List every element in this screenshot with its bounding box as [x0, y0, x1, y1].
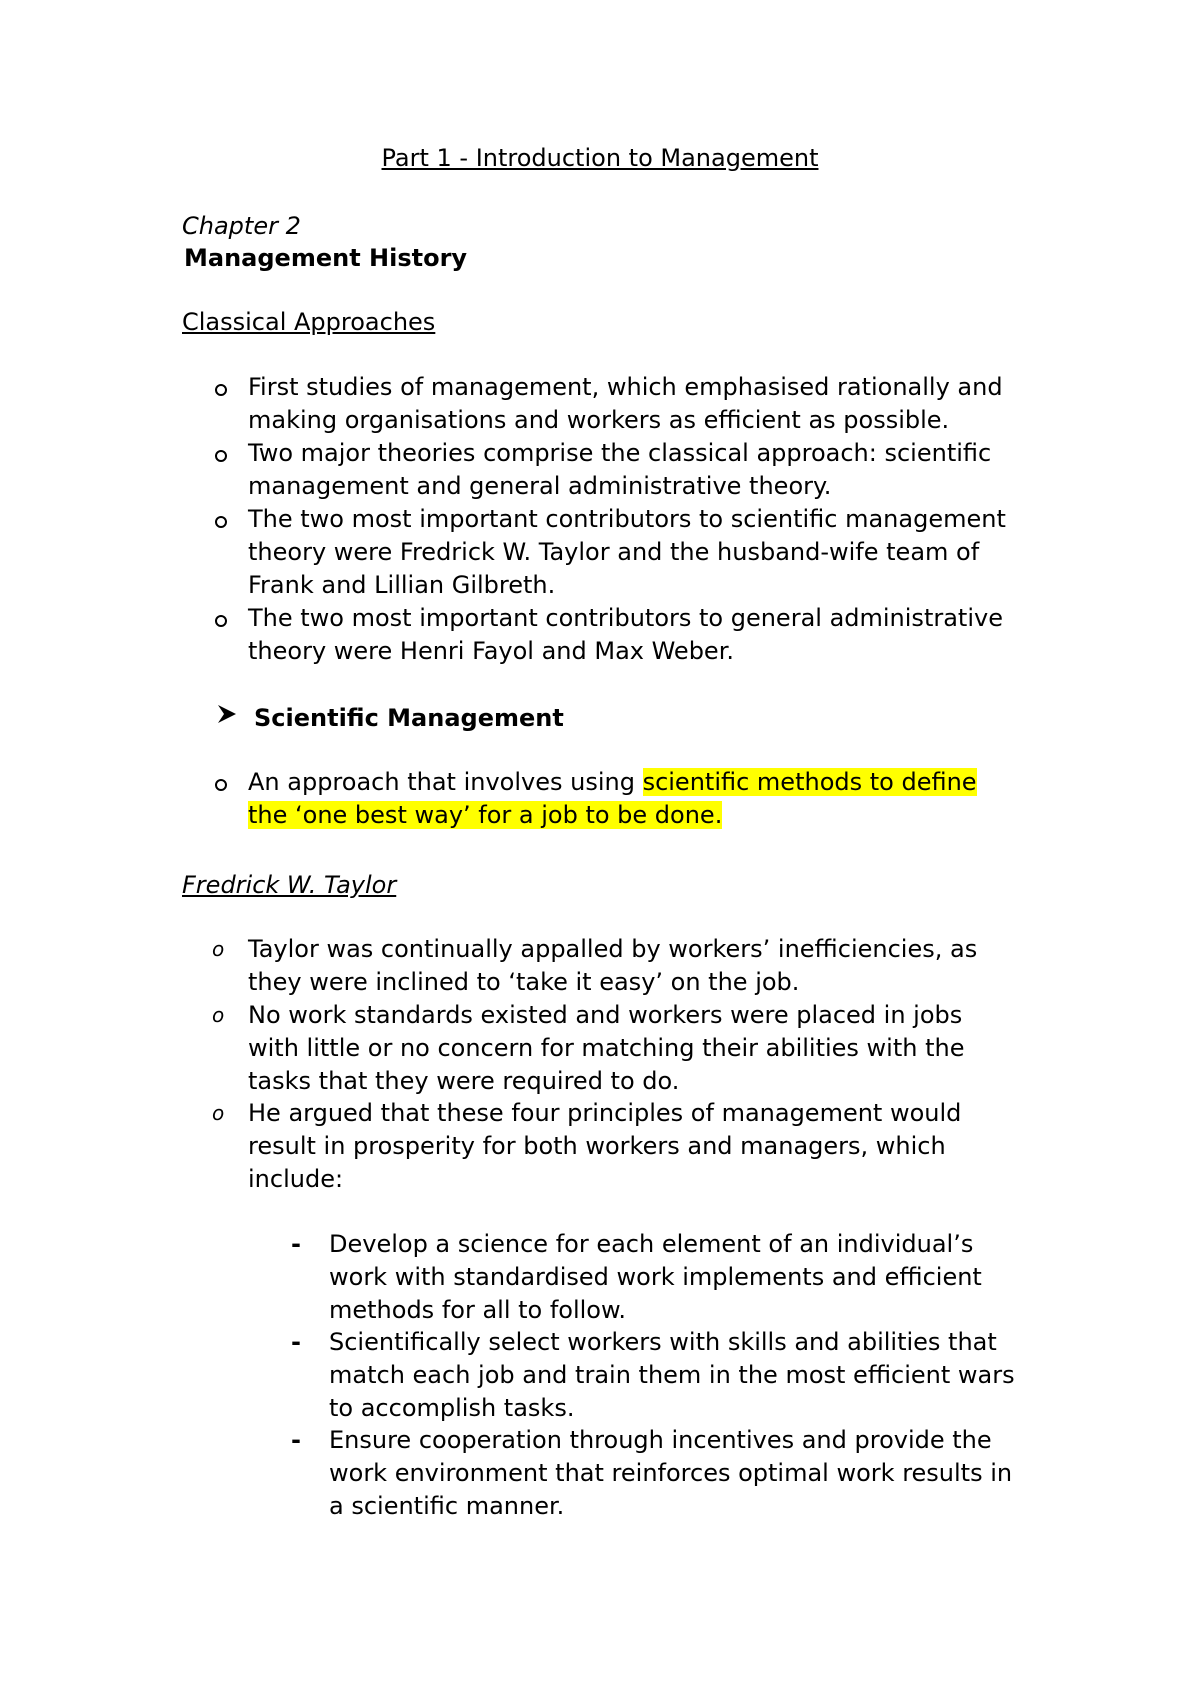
principles-list: [291, 1228, 1029, 1523]
bullet-text: He argued that these four principles of management would result in prosperity for both workers and managers, which include:: [248, 1099, 962, 1193]
list-item: [212, 933, 1008, 999]
part-title: Part 1 - Introduction to Management: [381, 144, 819, 172]
taylor-bullet-list: [212, 933, 1008, 1196]
bullet-text: Two major theories comprise the classical approach: scientific management and general administrative theory.: [248, 439, 992, 500]
bullet-text: An approach that involves using: [248, 768, 643, 796]
list-item: [291, 1326, 1029, 1424]
bullet-text: The two most important contributors to general administrative theory were Henri Fayol and Max Weber.: [248, 604, 1003, 665]
highlighted-text: scientific methods to define the ‘one best way’ for a job to be done.: [248, 768, 977, 829]
list-item: [212, 999, 1008, 1097]
circle-bullet-icon: [215, 450, 227, 462]
scientific-bullet-list: [248, 766, 1008, 832]
dash-bullet-icon: -: [291, 1328, 301, 1356]
list-item: [248, 766, 1008, 832]
taylor-heading: Fredrick W. Taylor: [182, 871, 397, 899]
circle-bullet-icon: [215, 779, 227, 791]
classical-bullet-list: [248, 371, 1028, 668]
arrowhead-bullet-icon: [217, 704, 237, 724]
principle-text: Scientifically select workers with skills and abilities that match each job and train them in the most efficient wars to accomplish tasks.: [329, 1328, 1015, 1422]
classical-approaches-heading: Classical Approaches: [182, 308, 436, 336]
dash-bullet-icon: -: [291, 1230, 301, 1258]
list-item: [248, 602, 1028, 668]
list-item: [248, 437, 1028, 503]
circle-bullet-icon: [215, 615, 227, 627]
list-item: [248, 503, 1028, 602]
bullet-text: The two most important contributors to scientific management theory were Fredrick W. Taylor and the husband-wife team of Frank and Lillian Gilbreth.: [248, 505, 1006, 599]
o-bullet-icon: o: [212, 1003, 225, 1027]
circle-bullet-icon: [215, 384, 227, 396]
list-item: [248, 371, 1028, 437]
o-bullet-icon: o: [212, 1101, 225, 1125]
chapter-label: Chapter 2: [182, 212, 301, 240]
list-item: [291, 1228, 1029, 1326]
bullet-text: No work standards existed and workers were placed in jobs with little or no concern for matching their abilities with the tasks that they were required to do.: [248, 1001, 965, 1095]
o-bullet-icon: o: [212, 937, 225, 961]
principle-text: Ensure cooperation through incentives and provide the work environment that reinforces optimal work results in a scientific manner.: [329, 1426, 1013, 1520]
circle-bullet-icon: [215, 516, 227, 528]
principle-text: Develop a science for each element of an individual’s work with standardised work implements and efficient methods for all to follow.: [329, 1230, 982, 1324]
scientific-management-heading: Scientific Management: [254, 704, 564, 732]
bullet-text: Taylor was continually appalled by workers’ inefficiencies, as they were inclined to ‘take it easy’ on the job.: [248, 935, 978, 996]
list-item: [212, 1097, 1008, 1196]
dash-bullet-icon: -: [291, 1426, 301, 1454]
bullet-text: First studies of management, which emphasised rationally and making organisations and workers as efficient as possible.: [248, 373, 1003, 434]
chapter-title: Management History: [184, 244, 468, 272]
list-item: [291, 1424, 1029, 1523]
